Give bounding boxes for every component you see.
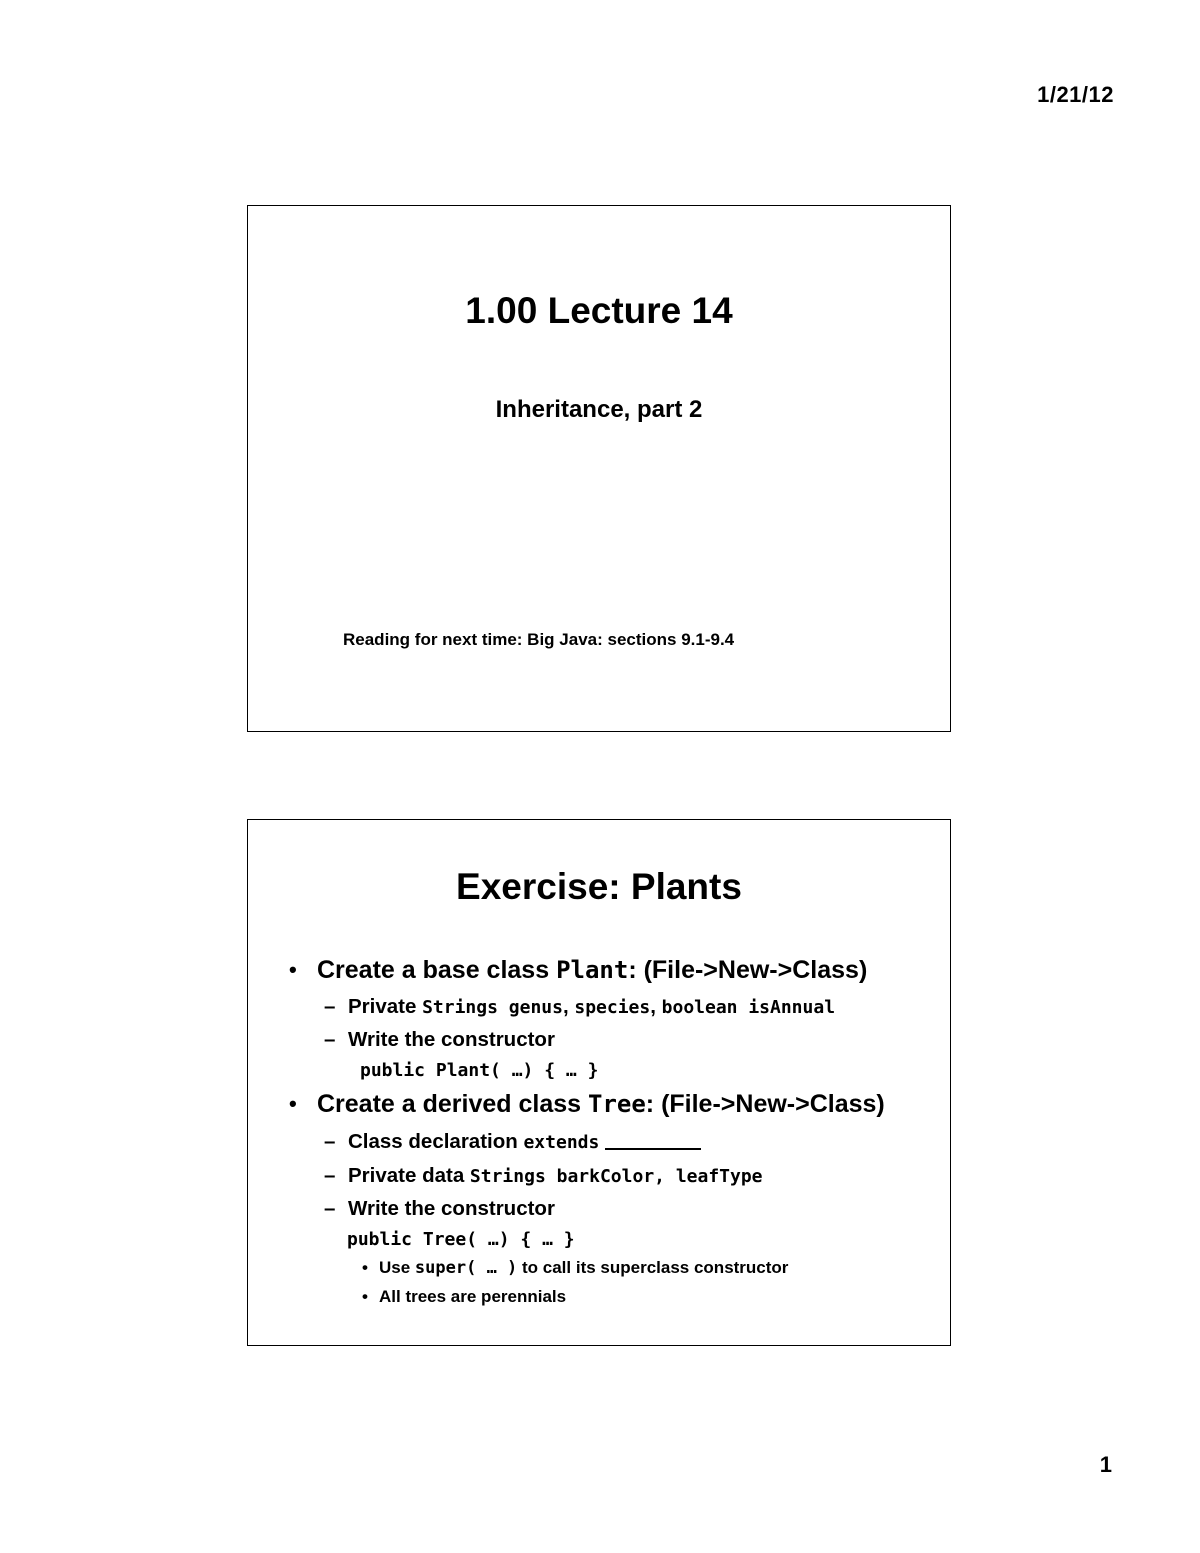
detail-perennials [362, 1287, 567, 1307]
slide-title [247, 205, 951, 732]
sub-bullet-private-fields [324, 995, 836, 1019]
dash-marker: – [324, 1197, 336, 1220]
code-boolean-isannual: boolean isAnnual [661, 997, 836, 1018]
dash-marker: – [324, 1130, 336, 1153]
dash-marker: – [324, 995, 336, 1018]
bullet-marker: • [289, 1091, 297, 1116]
fill-in-blank [605, 1147, 701, 1150]
bullet-base-class [289, 956, 868, 985]
sub-bullet-text: Write the constructor [348, 1197, 555, 1220]
bullet-text: : (File->New->Class) [628, 956, 868, 984]
bullet-text: Create a derived class [317, 1090, 588, 1118]
code-plant: Plant [556, 956, 629, 984]
bullet-derived-class [289, 1090, 885, 1119]
bullet-text: : (File->New->Class) [645, 1090, 885, 1118]
page-date: 1/21/12 [1037, 82, 1114, 107]
detail-text: to call its superclass constructor [517, 1258, 789, 1277]
detail-text: Use [379, 1258, 415, 1277]
bullet-marker: • [362, 1287, 368, 1306]
sub-bullet-extends [324, 1130, 701, 1154]
sub-bullet-constructor [324, 1028, 555, 1052]
code-extends: extends [523, 1132, 600, 1153]
detail-use-super [362, 1258, 789, 1278]
sub-bullet-tree-constructor [324, 1197, 555, 1221]
exercise-title: Exercise: Plants [456, 866, 742, 907]
slide-exercise [247, 819, 951, 1346]
dash-marker: – [324, 1028, 336, 1051]
separator: , [562, 995, 575, 1018]
code-tree-constructor: public Tree( …) { … } [347, 1229, 575, 1250]
lecture-title: 1.00 Lecture 14 [465, 290, 733, 331]
detail-text: All trees are perennials [379, 1287, 567, 1306]
code-plant-constructor: public Plant( …) { … } [360, 1060, 599, 1081]
sub-bullet-private-data [324, 1164, 763, 1188]
sub-bullet-text: Private data [348, 1164, 470, 1187]
code-tree: Tree [588, 1090, 646, 1118]
code-strings-genus: Strings genus [422, 997, 563, 1018]
code-plant-constructor-line [360, 1058, 598, 1082]
sub-bullet-text: Private [348, 995, 423, 1018]
code-super: super( … ) [414, 1258, 518, 1278]
page-number: 1 [1099, 1452, 1112, 1477]
reading-note: Reading for next time: Big Java: sections 9.1-9.4 [343, 630, 735, 649]
code-bark-leaf: Strings barkColor, leafType [469, 1166, 763, 1187]
separator: , [650, 995, 662, 1018]
lecture-subtitle: Inheritance, part 2 [495, 396, 703, 423]
sub-bullet-text: Class declaration [348, 1130, 524, 1153]
bullet-marker: • [289, 957, 297, 982]
code-species: species [574, 997, 651, 1018]
code-tree-constructor-line [347, 1227, 575, 1251]
sub-bullet-text: Write the constructor [348, 1028, 555, 1051]
dash-marker: – [324, 1164, 336, 1187]
bullet-text: Create a base class [317, 956, 557, 984]
bullet-marker: • [362, 1258, 368, 1277]
